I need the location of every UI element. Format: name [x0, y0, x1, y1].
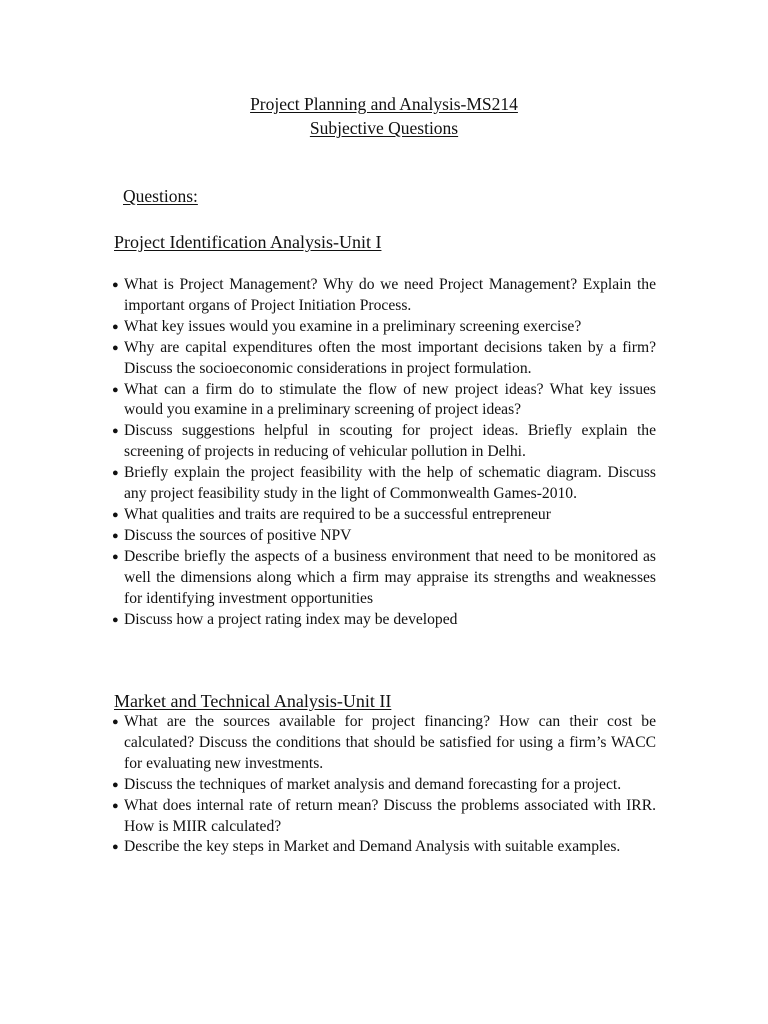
question-item [112, 338, 656, 380]
question-text: Describe briefly the aspects of a business environment that need to be monitored as well the dimensions along which a firm may appraise its strengths and weaknesses for identifying investment opportunities [124, 547, 656, 607]
question-item [112, 837, 656, 858]
bullet-icon: ● [112, 279, 119, 291]
bullet-icon: ● [112, 613, 119, 626]
bullet-icon: ● [112, 550, 119, 563]
question-text: What is Project Management? Why do we need Project Management? Explain the important organs of Project Initiation Process. [124, 276, 656, 314]
bullet-icon: ● [112, 467, 119, 480]
bullet-icon: ● [112, 425, 119, 438]
question-list-unit-1 [112, 275, 656, 630]
question-item [112, 775, 656, 796]
section-heading-unit-2: Market and Technical Analysis-Unit II [114, 691, 392, 711]
question-text: What key issues would you examine in a preliminary screening exercise? [124, 317, 582, 335]
question-item [112, 421, 656, 463]
question-item [112, 380, 656, 422]
bullet-icon: ● [112, 841, 119, 854]
question-text: Discuss how a project rating index may be developed [124, 610, 458, 628]
bullet-icon: ● [112, 383, 119, 396]
question-text: What are the sources available for project financing? How can their cost be calculated? Discuss the conditions that should be satisfied for using a firm’s WACC for evaluating new investments. [124, 713, 656, 772]
bullet-icon: ● [112, 341, 119, 354]
question-item [112, 526, 656, 547]
bullet-icon: ● [112, 320, 119, 333]
question-item [112, 610, 656, 631]
question-item [112, 317, 656, 338]
bullet-icon: ● [112, 778, 119, 791]
bullet-icon: ● [112, 529, 119, 542]
question-text: Discuss the techniques of market analysis and demand forecasting for a project. [124, 775, 622, 793]
course-title: Project Planning and Analysis-MS214 [250, 94, 518, 114]
question-text: What can a firm do to stimulate the flow of new project ideas? What key issues would you examine in a preliminary screening of project ideas? [124, 380, 656, 419]
document-title [0, 92, 768, 140]
question-text: Discuss the sources of positive NPV [124, 526, 352, 544]
question-text: Why are capital expenditures often the most important decisions taken by a firm? Discuss the socioeconomic considerations in project formulation. [124, 338, 656, 377]
question-text: Describe the key steps in Market and Demand Analysis with suitable examples. [124, 838, 621, 856]
document-subtitle: Subjective Questions [309, 118, 459, 138]
bullet-icon: ● [112, 799, 119, 812]
question-item [112, 275, 656, 317]
question-item [112, 505, 656, 526]
bullet-icon: ● [112, 716, 119, 728]
question-text: What does internal rate of return mean? Discuss the problems associated with IRR. How is MIIR calculated? [124, 796, 656, 835]
question-text: Briefly explain the project feasibility with the help of schematic diagram. Discuss any project feasibility study in the light of Commonwealth Games-2010. [124, 464, 656, 503]
question-item [112, 796, 656, 838]
questions-heading: Questions: [123, 186, 198, 206]
question-item [112, 463, 656, 505]
question-item [112, 712, 656, 775]
bullet-icon: ● [112, 508, 119, 521]
question-text: What qualities and traits are required to be a successful entrepreneur [124, 505, 551, 523]
section-heading-unit-1: Project Identification Analysis-Unit I [114, 232, 382, 252]
question-item [112, 547, 656, 610]
question-text: Discuss suggestions helpful in scouting for project ideas. Briefly explain the screening of projects in reducing of vehicular pollution in Delhi. [124, 422, 656, 461]
question-list-unit-2 [112, 712, 656, 858]
